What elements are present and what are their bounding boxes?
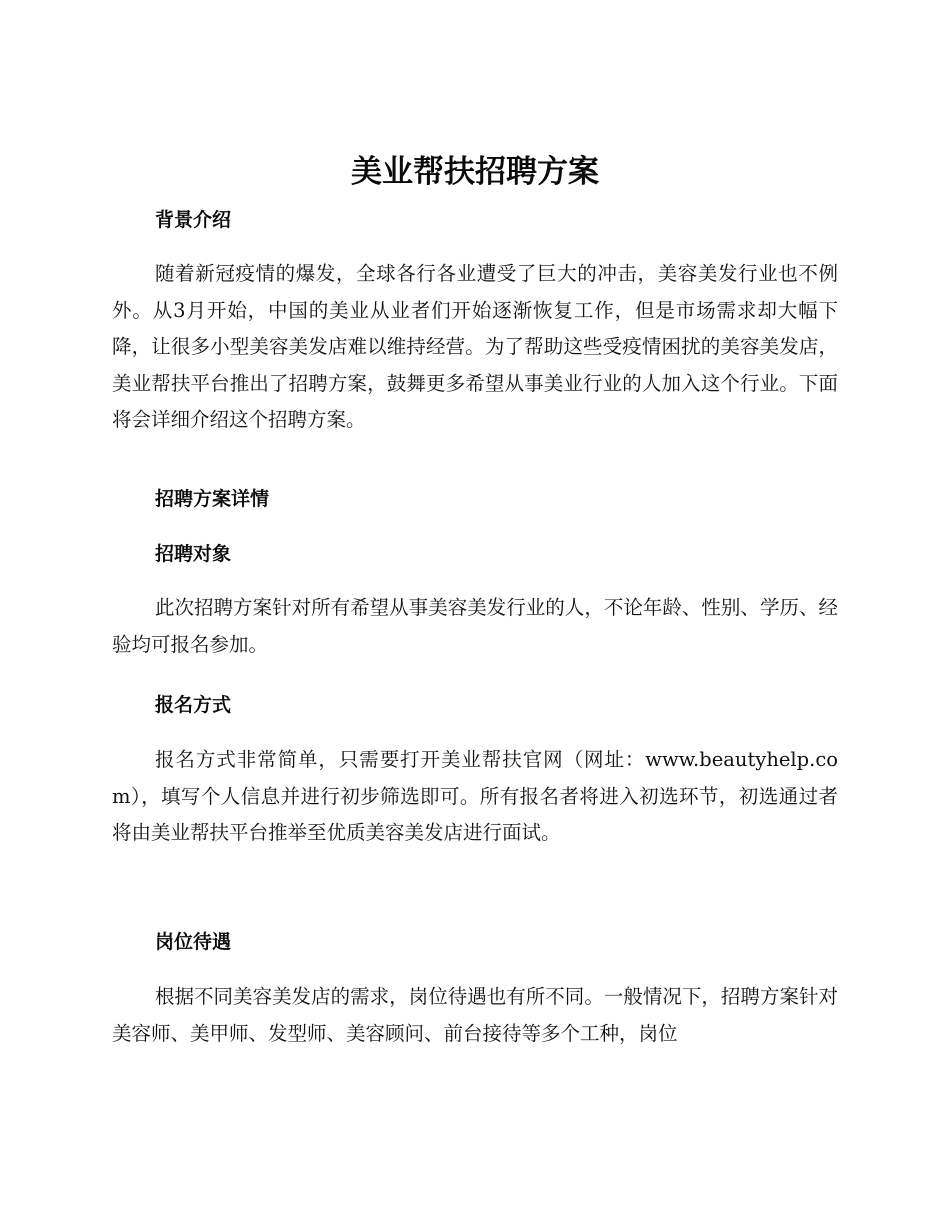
section-heading-background: 背景介绍	[155, 209, 232, 231]
paragraph-background: 随着新冠疫情的爆发，全球各行各业遭受了巨大的冲击，美容美发行业也不例外。从3月开始，中国的美业从业者们开始逐渐恢复工作，但是市场需求却大幅下降，让很多小型美容美发店难以维持经营。为了帮助这些受疫情困扰的美容美发店，美业帮扶平台推出了招聘方案，鼓舞更多希望从事美业行业的人加入这个行业。下面将会详细介绍这个招聘方案。	[112, 262, 838, 431]
section-heading-target: 招聘对象	[155, 543, 232, 565]
paragraph-signup: 报名方式非常简单，只需要打开美业帮扶官网（网址：www.beautyhelp.com），填写个人信息并进行初步筛选即可。所有报名者将进入初选环节，初选通过者将由美业帮扶平台推举至优质美容美发店进行面试。	[112, 748, 838, 844]
section-heading-signup: 报名方式	[155, 694, 232, 716]
paragraph-benefits: 根据不同美容美发店的需求，岗位待遇也有所不同。一般情况下，招聘方案针对美容师、美甲师、发型师、美容顾问、前台接待等多个工种，岗位	[112, 985, 838, 1045]
section-heading-details: 招聘方案详情	[155, 488, 270, 510]
section-heading-benefits: 岗位待遇	[155, 931, 232, 953]
paragraph-target: 此次招聘方案针对所有希望从事美容美发行业的人，不论年龄、性别、学历、经验均可报名参加。	[112, 596, 838, 656]
document-title: 美业帮扶招聘方案	[351, 154, 599, 190]
